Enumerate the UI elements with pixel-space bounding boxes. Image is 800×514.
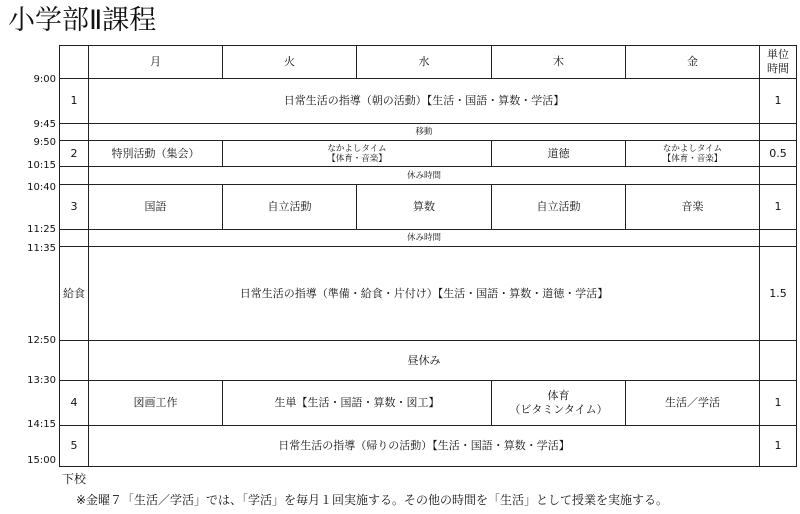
- period-5-content: 日常生活の指導（帰りの活動）【生活・国語・算数・学活】: [88, 425, 760, 467]
- lunch-label: 給食: [59, 246, 89, 341]
- header-corner: [59, 45, 89, 79]
- header-day-fri: 金: [625, 45, 760, 79]
- page-title: 小学部Ⅱ課程: [8, 5, 157, 36]
- period-2-fri-line1: なかよしタイム: [662, 143, 723, 154]
- period-4-tue-wed: 生単【生活・国語・算数・図工】: [222, 380, 492, 426]
- period-2-fri-line2: 【体育・音楽】: [662, 153, 723, 164]
- period-3-fri: 音楽: [625, 184, 760, 230]
- header-credit-line1: 単位: [767, 48, 789, 61]
- break-2-row: 休み時間: [88, 229, 760, 247]
- time-label: 11:35: [27, 243, 56, 254]
- move-row-credit-blank: [759, 123, 797, 141]
- period-1-content: 日常生活の指導（朝の活動）【生活・国語・算数・学活】: [88, 78, 760, 124]
- period-2-tue-wed-line1: なかよしタイム: [327, 143, 387, 154]
- time-label: 12:50: [27, 335, 56, 346]
- period-2-tue-wed: [222, 140, 492, 167]
- period-3-tue: 自立活動: [222, 184, 357, 230]
- period-4-fri: 生活／学活: [625, 380, 760, 426]
- header-credit: [759, 45, 797, 79]
- period-3-label: 3: [59, 184, 89, 230]
- period-2-fri: [625, 140, 760, 167]
- time-label: 9:50: [33, 137, 56, 148]
- period-3-wed: 算数: [356, 184, 492, 230]
- break-2-blank: [59, 229, 89, 247]
- break-2-credit-blank: [759, 229, 797, 247]
- period-5-label: 5: [59, 425, 89, 467]
- period-4-mon: 図画工作: [88, 380, 223, 426]
- time-label: 9:00: [33, 74, 56, 85]
- lunch-credit: 1.5: [759, 246, 797, 341]
- period-3-mon: 国語: [88, 184, 223, 230]
- time-label: 10:15: [27, 160, 56, 171]
- time-label: 15:00: [27, 455, 56, 466]
- time-label: 14:15: [27, 419, 56, 430]
- dismissal-label: 下校: [62, 472, 87, 486]
- time-label: 9:45: [33, 119, 56, 130]
- recess-row: 昼休み: [88, 340, 760, 381]
- lunch-content: 日常生活の指導（準備・給食・片付け）【生活・国語・算数・道徳・学活】: [88, 246, 760, 341]
- move-row: 移動: [88, 123, 760, 141]
- time-label: 13:30: [27, 375, 56, 386]
- recess-credit-blank: [759, 340, 797, 381]
- period-1-label: 1: [59, 78, 89, 124]
- break-1-row: 休み時間: [88, 166, 760, 185]
- time-label: 11:25: [27, 224, 56, 235]
- period-4-thu: [491, 380, 626, 426]
- footnote: ※金曜７「生活／学活」では、「学活」を毎月１回実施する。その他の時間を「生活」として授業を実施する。: [76, 493, 669, 507]
- recess-blank: [59, 340, 89, 381]
- header-day-mon: 月: [88, 45, 223, 79]
- header-day-tue: 火: [222, 45, 357, 79]
- move-row-blank: [59, 123, 89, 141]
- period-1-credit: 1: [759, 78, 797, 124]
- period-2-credit: 0.5: [759, 140, 797, 167]
- period-3-credit: 1: [759, 184, 797, 230]
- header-day-thu: 木: [491, 45, 626, 79]
- header-credit-line2: 時間: [767, 62, 789, 75]
- header-day-wed: 水: [356, 45, 492, 79]
- break-1-blank: [59, 166, 89, 185]
- period-2-mon: 特別活動（集会）: [88, 140, 223, 167]
- period-2-thu: 道徳: [491, 140, 626, 167]
- period-4-thu-line1: 体育: [547, 389, 570, 402]
- break-1-credit-blank: [759, 166, 797, 185]
- period-5-credit: 1: [759, 425, 797, 467]
- period-3-thu: 自立活動: [491, 184, 626, 230]
- period-2-tue-wed-line2: 【体育・音楽】: [327, 153, 387, 164]
- period-4-thu-line2: （ビタミンタイム）: [509, 403, 608, 416]
- period-4-label: 4: [59, 380, 89, 426]
- time-label: 10:40: [27, 182, 56, 193]
- period-2-label: 2: [59, 140, 89, 167]
- period-4-credit: 1: [759, 380, 797, 426]
